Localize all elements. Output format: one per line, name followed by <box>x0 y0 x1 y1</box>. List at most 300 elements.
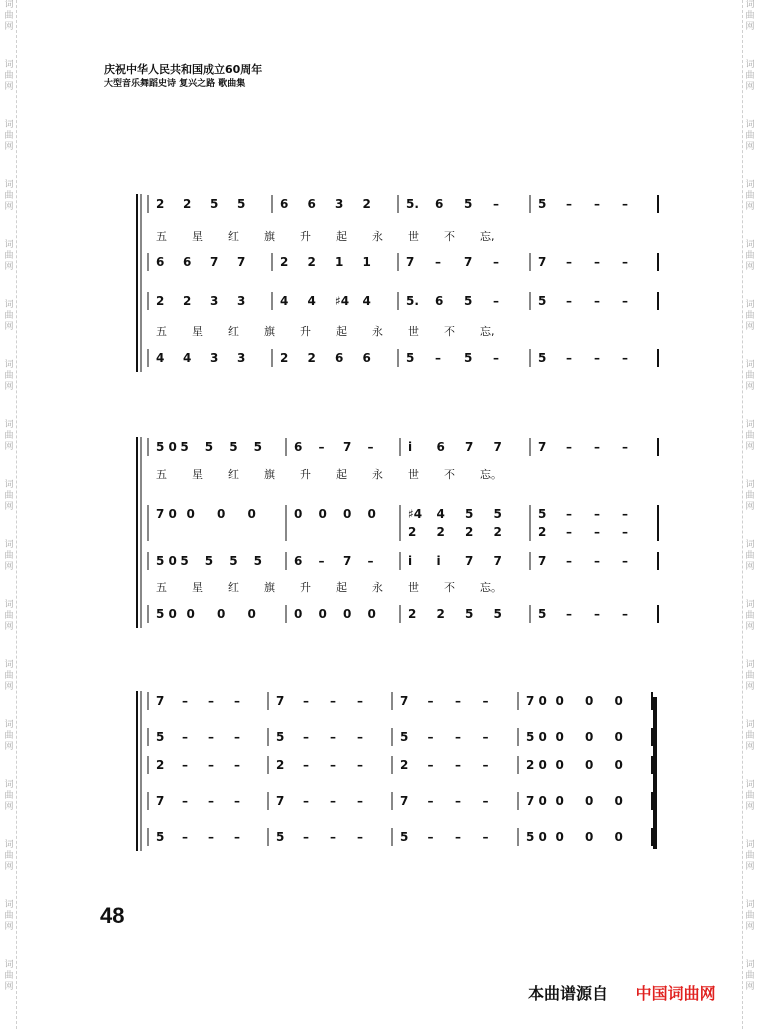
lyric-syllable: 永 <box>372 230 383 243</box>
note: – <box>427 794 434 808</box>
lyric-syllable: 旗 <box>264 325 275 338</box>
note: – <box>566 607 572 621</box>
note: 2 <box>307 255 316 269</box>
note: 0 <box>585 830 594 844</box>
watermark-char: 词 <box>745 180 755 190</box>
note: 5 <box>237 197 246 211</box>
note: 5 <box>464 351 473 365</box>
lyric-syllable: 红 <box>228 581 239 594</box>
note: 5 <box>493 507 502 521</box>
watermark-char: 曲 <box>745 71 755 81</box>
watermark-char: 网 <box>4 622 14 632</box>
lyric-syllable: 红 <box>228 468 239 481</box>
note: 5 <box>538 197 547 211</box>
note: – <box>622 554 628 568</box>
lyric-syllable: 五 <box>156 468 167 481</box>
note: 5. <box>406 294 419 308</box>
note: – <box>208 758 214 772</box>
note: – <box>594 351 600 365</box>
watermark-char: 曲 <box>4 371 14 381</box>
watermark-char: 曲 <box>4 731 14 741</box>
watermark-char: 曲 <box>4 191 14 201</box>
note: – <box>330 694 336 708</box>
footer-brand[interactable]: 中国词曲网 <box>635 984 716 1003</box>
watermark-char: 曲 <box>745 311 755 321</box>
watermark-char: 曲 <box>4 71 14 81</box>
watermark-char: 词 <box>4 180 14 190</box>
note: 0 <box>555 758 564 772</box>
note: ♯4 <box>335 294 350 308</box>
note: 3 <box>335 197 344 211</box>
watermark-char: 网 <box>4 502 14 512</box>
note: – <box>622 351 628 365</box>
lyric-syllable: 旗 <box>264 230 275 243</box>
note: 7 <box>406 255 415 269</box>
watermark-char: 网 <box>745 562 755 572</box>
note: – <box>303 694 309 708</box>
note: 3 <box>237 351 246 365</box>
note: 5 0 <box>526 830 547 844</box>
note: – <box>303 758 309 772</box>
watermark-char: 词 <box>745 780 755 790</box>
note: 7 <box>464 255 473 269</box>
watermark-char: 网 <box>745 742 755 752</box>
note: – <box>208 694 214 708</box>
note: – <box>234 794 240 808</box>
note: 7 <box>538 255 547 269</box>
watermark-char: 词 <box>745 360 755 370</box>
watermark-char: 曲 <box>745 251 755 261</box>
watermark-char: 网 <box>745 982 755 992</box>
note: 6 <box>435 294 444 308</box>
note: 6 <box>294 554 303 568</box>
watermark-char: 网 <box>4 22 14 32</box>
note: – <box>427 830 434 844</box>
note: – <box>234 694 240 708</box>
note: – <box>357 730 363 744</box>
note: – <box>427 758 434 772</box>
lyric-syllable: 五 <box>156 230 167 243</box>
note: 0 <box>614 758 623 772</box>
note: 4 <box>307 294 316 308</box>
note: – <box>493 255 499 269</box>
note: 6 <box>294 440 303 454</box>
note: 5 <box>538 507 547 521</box>
note: 5 <box>493 607 502 621</box>
note: 2 <box>307 351 316 365</box>
watermark-char: 曲 <box>4 491 14 501</box>
note: 0 <box>294 507 303 521</box>
note: 7 <box>343 554 352 568</box>
note: 7 <box>400 794 409 808</box>
note: – <box>566 255 572 269</box>
watermark-char: 词 <box>4 300 14 310</box>
note: 0 <box>555 694 564 708</box>
note: 7 0 <box>156 507 177 521</box>
note: – <box>482 694 489 708</box>
note: – <box>318 440 325 454</box>
page-number: 48 <box>100 903 125 928</box>
note: 5 <box>276 730 285 744</box>
note: 7 <box>210 255 219 269</box>
watermark-char: 网 <box>745 382 755 392</box>
note: – <box>566 351 572 365</box>
note: 4 <box>362 294 371 308</box>
watermark-char: 网 <box>4 682 14 692</box>
note: 5 <box>465 607 474 621</box>
note: 2 <box>156 758 165 772</box>
note: 2 <box>436 607 445 621</box>
note: – <box>357 758 363 772</box>
watermark-char: 网 <box>4 802 14 812</box>
note: 6 <box>335 351 344 365</box>
note: – <box>594 607 600 621</box>
note: 7 <box>493 554 502 568</box>
note: 0 <box>343 507 352 521</box>
note: 0 <box>217 507 226 521</box>
note: – <box>455 758 461 772</box>
note: – <box>208 730 214 744</box>
note: 5 <box>276 830 285 844</box>
note: 5 <box>538 607 547 621</box>
note: – <box>234 830 240 844</box>
note: – <box>594 440 600 454</box>
note: 4 <box>156 351 165 365</box>
note: 2 <box>408 525 417 539</box>
note: 0 <box>247 507 256 521</box>
watermark-char: 曲 <box>4 551 14 561</box>
watermark-char: 网 <box>745 442 755 452</box>
watermark-char: 网 <box>745 622 755 632</box>
watermark-char: 网 <box>745 502 755 512</box>
note: 2 0 <box>526 758 547 772</box>
note: – <box>622 525 628 539</box>
watermark-char: 网 <box>745 922 755 932</box>
note: – <box>482 730 489 744</box>
note: – <box>182 758 188 772</box>
note: 2 <box>156 197 165 211</box>
note: – <box>182 794 188 808</box>
note: 0 <box>585 694 594 708</box>
watermark-char: 曲 <box>745 11 755 21</box>
watermark-char: 网 <box>4 922 14 932</box>
watermark-char: 词 <box>745 720 755 730</box>
lyric-syllable: 升 <box>300 581 311 594</box>
watermark-char: 网 <box>4 742 14 752</box>
watermark-char: 词 <box>745 960 755 970</box>
note: 7 <box>276 794 285 808</box>
note: – <box>318 554 325 568</box>
watermark-char: 网 <box>745 22 755 32</box>
note: – <box>566 554 572 568</box>
note: 7 <box>400 694 409 708</box>
lyric-syllable: 起 <box>336 468 347 481</box>
note: 5 <box>204 554 214 568</box>
lyric-syllable: 世 <box>408 325 419 338</box>
lyric-syllable: 旗 <box>264 581 275 594</box>
watermark-char: 词 <box>4 840 14 850</box>
note: 0 <box>186 607 195 621</box>
lyric-syllable: 星 <box>192 325 203 338</box>
note: – <box>566 197 572 211</box>
lyric-syllable: 五 <box>156 325 167 338</box>
note: – <box>234 730 240 744</box>
watermark-char: 词 <box>4 0 14 10</box>
watermark-char: 曲 <box>745 911 755 921</box>
lyric-syllable: 星 <box>192 581 203 594</box>
note: 0 <box>614 730 623 744</box>
note: 3 <box>210 351 219 365</box>
watermark-char: 曲 <box>4 311 14 321</box>
note: 2 <box>400 758 409 772</box>
lyric-syllable: 升 <box>300 468 311 481</box>
note: – <box>367 554 374 568</box>
lyric-syllable: 永 <box>372 468 383 481</box>
note: 0 <box>614 694 623 708</box>
watermark-char: 曲 <box>4 911 14 921</box>
lyric-syllable: 世 <box>408 581 419 594</box>
watermark-char: 曲 <box>4 431 14 441</box>
watermark-char: 词 <box>745 120 755 130</box>
note: 0 <box>367 507 376 521</box>
note: 0 <box>555 730 564 744</box>
note: 0 <box>318 507 327 521</box>
watermark-char: 曲 <box>745 131 755 141</box>
note: 5 <box>464 294 473 308</box>
lyric-syllable: 忘。 <box>480 581 502 594</box>
note: 0 <box>614 794 623 808</box>
lyric-syllable: 五 <box>156 581 167 594</box>
note: 6 <box>435 197 444 211</box>
note: – <box>622 197 628 211</box>
watermark-char: 词 <box>4 480 14 490</box>
watermark-char: 曲 <box>745 851 755 861</box>
header-line-2: 大型音乐舞蹈史诗 复兴之路 歌曲集 <box>104 79 246 89</box>
watermark-char: 网 <box>4 82 14 92</box>
note: 5 <box>180 440 189 454</box>
note: 7 <box>493 440 502 454</box>
watermark-char: 曲 <box>745 611 755 621</box>
watermark-char: 词 <box>4 960 14 970</box>
note: 0 <box>343 607 352 621</box>
watermark-char: 曲 <box>4 671 14 681</box>
note: 2 <box>183 294 192 308</box>
note: – <box>182 730 188 744</box>
note: 5 0 <box>526 730 547 744</box>
note: 3 <box>210 294 219 308</box>
watermark-char: 网 <box>4 562 14 572</box>
lyric-syllable: 起 <box>336 325 347 338</box>
lyric-syllable: 红 <box>228 325 239 338</box>
note: 0 <box>318 607 327 621</box>
note: – <box>357 830 363 844</box>
watermark-char: 词 <box>745 0 755 10</box>
note: 2 <box>276 758 285 772</box>
note: 0 <box>217 607 226 621</box>
note: – <box>594 255 600 269</box>
watermark-char: 词 <box>745 660 755 670</box>
lyric-syllable: 旗 <box>264 468 275 481</box>
lyric-syllable: 永 <box>372 325 383 338</box>
note: – <box>622 607 628 621</box>
note: 0 <box>585 730 594 744</box>
watermark-char: 词 <box>745 840 755 850</box>
note: 5 <box>210 197 219 211</box>
note: – <box>367 440 374 454</box>
note: 7 <box>156 794 165 808</box>
watermark-char: 词 <box>4 600 14 610</box>
note: – <box>330 794 336 808</box>
note: 0 <box>367 607 376 621</box>
note: – <box>493 197 499 211</box>
watermark-char: 曲 <box>4 11 14 21</box>
note: 5 <box>406 351 415 365</box>
note: – <box>330 830 336 844</box>
watermark-char: 词 <box>745 240 755 250</box>
watermark-char: 词 <box>745 540 755 550</box>
watermark-char: 网 <box>4 442 14 452</box>
lyric-syllable: 永 <box>372 581 383 594</box>
watermark-char: 词 <box>4 780 14 790</box>
note: 7 0 <box>526 794 547 808</box>
watermark-char: 网 <box>4 862 14 872</box>
watermark-char: 曲 <box>745 191 755 201</box>
watermark-char: 词 <box>4 360 14 370</box>
note: – <box>330 758 336 772</box>
watermark-char: 网 <box>745 322 755 332</box>
note: 2 <box>362 197 371 211</box>
note: – <box>330 730 336 744</box>
watermark-char: 词 <box>4 720 14 730</box>
lyric-syllable: 星 <box>192 468 203 481</box>
watermark-char: 网 <box>745 802 755 812</box>
watermark-char: 词 <box>4 420 14 430</box>
note: 0 <box>294 607 303 621</box>
note: 5 <box>400 830 409 844</box>
note: – <box>427 730 434 744</box>
watermark-char: 曲 <box>745 371 755 381</box>
note: – <box>482 794 489 808</box>
note: 5 0 <box>156 440 177 454</box>
lyric-syllable: 忘, <box>480 230 495 243</box>
note: – <box>435 255 441 269</box>
note: 5 0 <box>156 554 177 568</box>
note: 5 <box>465 507 474 521</box>
note: 4 <box>183 351 192 365</box>
note: 5 <box>253 440 262 454</box>
note: 4 <box>436 507 445 521</box>
note: 5 <box>180 554 189 568</box>
note: 6 <box>183 255 192 269</box>
watermark-char: 曲 <box>4 791 14 801</box>
note: – <box>622 255 628 269</box>
note: 5 <box>204 440 214 454</box>
note: – <box>594 294 600 308</box>
note: 0 <box>585 758 594 772</box>
note: 0 <box>247 607 256 621</box>
watermark-char: 曲 <box>4 131 14 141</box>
note: – <box>208 830 214 844</box>
note: 7 <box>538 440 547 454</box>
note: 6 <box>436 440 445 454</box>
note: 6 <box>280 197 289 211</box>
note: 2 <box>156 294 165 308</box>
note: – <box>594 197 600 211</box>
note: 4 <box>280 294 289 308</box>
watermark-char: 词 <box>745 300 755 310</box>
note: – <box>303 830 309 844</box>
note: – <box>357 694 363 708</box>
note: i <box>436 554 441 568</box>
note: – <box>455 730 461 744</box>
note: – <box>594 507 600 521</box>
note: 5 <box>538 351 547 365</box>
watermark-char: 曲 <box>4 851 14 861</box>
note: – <box>427 694 434 708</box>
footer-source: 本曲谱源自 <box>528 984 609 1003</box>
note: – <box>493 294 499 308</box>
footer <box>528 981 716 1004</box>
note: 7 <box>465 554 474 568</box>
note: – <box>455 794 461 808</box>
note: 2 <box>408 607 417 621</box>
note: – <box>566 507 572 521</box>
note: – <box>455 694 461 708</box>
watermark-char: 曲 <box>745 491 755 501</box>
note: 2 <box>465 525 474 539</box>
watermark-char: 网 <box>4 202 14 212</box>
note: – <box>482 758 489 772</box>
watermark-char: 网 <box>745 262 755 272</box>
note: – <box>482 830 489 844</box>
note: 2 <box>183 197 192 211</box>
note: – <box>182 830 188 844</box>
lyric-syllable: 升 <box>300 230 311 243</box>
watermark-char: 曲 <box>745 971 755 981</box>
note: 2 <box>280 351 289 365</box>
note: 5 <box>156 830 165 844</box>
lyric-syllable: 忘, <box>480 325 495 338</box>
note: 5 <box>400 730 409 744</box>
watermark-char: 网 <box>4 142 14 152</box>
note: – <box>622 440 628 454</box>
watermark-char: 网 <box>4 982 14 992</box>
watermark-char: 词 <box>4 120 14 130</box>
watermark-char: 网 <box>745 862 755 872</box>
watermark-char: 曲 <box>4 611 14 621</box>
watermark-char: 网 <box>745 682 755 692</box>
note: 7 <box>156 694 165 708</box>
note: 7 <box>343 440 352 454</box>
lyric-syllable: 不 <box>444 581 455 594</box>
watermark-char: 曲 <box>745 551 755 561</box>
note: – <box>566 294 572 308</box>
note: 5 <box>229 554 238 568</box>
note: 2 <box>538 525 547 539</box>
lyric-syllable: 世 <box>408 230 419 243</box>
note: – <box>435 351 441 365</box>
note: – <box>622 507 628 521</box>
note: 6 <box>156 255 165 269</box>
note: i <box>408 554 413 568</box>
note: 0 <box>555 794 564 808</box>
lyric-syllable: 不 <box>444 468 455 481</box>
header-line-1: 庆祝中华人民共和国成立60周年 <box>104 63 263 76</box>
note: 0 <box>555 830 564 844</box>
note: – <box>208 794 214 808</box>
watermark-char: 词 <box>4 900 14 910</box>
watermark-char: 词 <box>745 60 755 70</box>
